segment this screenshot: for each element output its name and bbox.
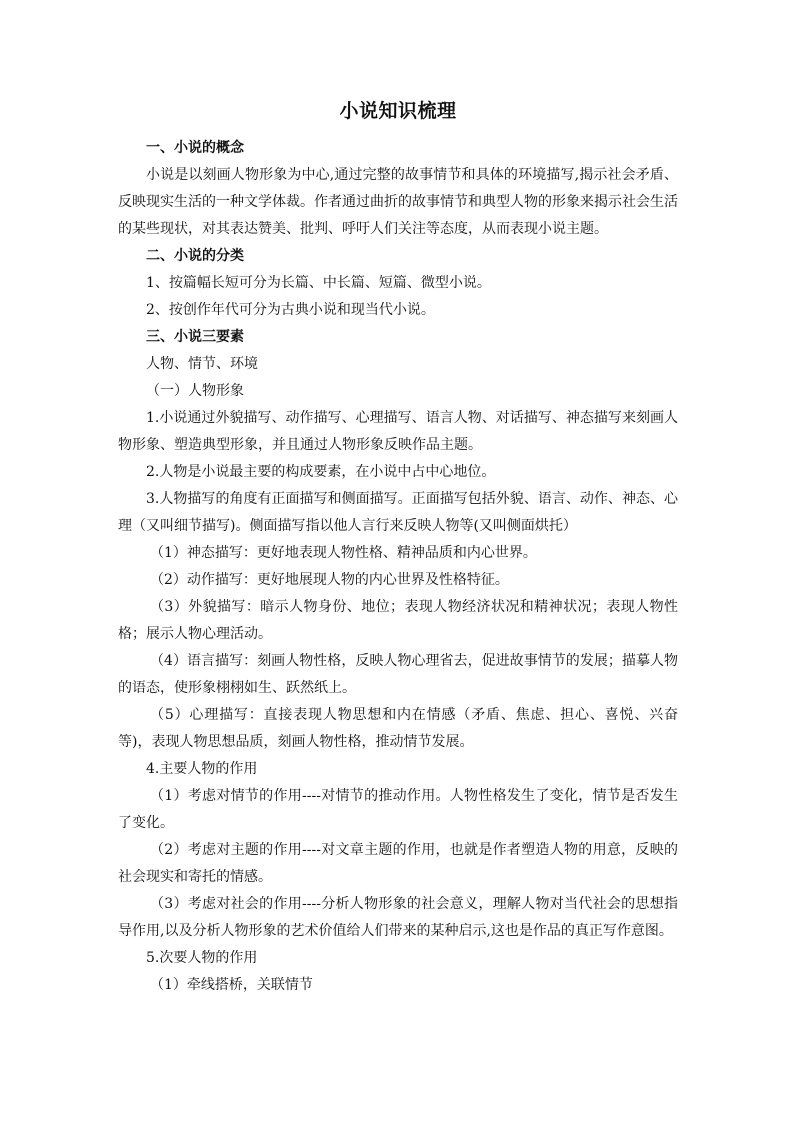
paragraph-concept: 小说是以刻画人物形象为中心,通过完整的故事情节和具体的环境描写,揭示社会矛盾、反映现实生活的一种文学体裁。作者通过曲折的故事情节和典型人物的形象来揭示社会生活的某些现状，对其表达赞美、批判、呼吁人们关注等态度，从而表现小说主题。 bbox=[118, 167, 678, 237]
paragraph-minor-role: （1）牵线搭桥，关联情节 bbox=[150, 977, 313, 993]
paragraph-description: （1）神态描写：更好地表现人物性格、精神品质和内心世界。 bbox=[150, 545, 537, 561]
paragraph-main-role: （1）考虑对情节的作用----对情节的推动作用。人物性格发生了变化，情节是否发生了变化。 bbox=[118, 788, 678, 831]
list-item: 1、按篇幅长短可分为长篇、中长篇、短篇、微型小说。 bbox=[146, 275, 491, 291]
list-item: 2、按创作年代可分为古典小说和现当代小说。 bbox=[146, 302, 435, 318]
paragraph-description: （5）心理描写：直接表现人物思想和内在情感（矛盾、焦虑、担心、喜悦、兴奋等)，表现人物思想品质，刻画人物性格，推动情节发展。 bbox=[118, 707, 678, 750]
paragraph-description: （2）动作描写：更好地展现人物的内心世界及性格特征。 bbox=[150, 572, 509, 588]
paragraph-description: （3）外貌描写：暗示人物身份、地位；表现人物经济状况和精神状况；表现人物性格；展示人物心理活动。 bbox=[118, 599, 678, 642]
paragraph-point: 1.小说通过外貌描写、动作描写、心理描写、语言人物、对话描写、神态描写来刻画人物形象、塑造典型形象，并且通过人物形象反映作品主题。 bbox=[118, 410, 678, 453]
subheading-minor-role: 5.次要人物的作用 bbox=[146, 950, 258, 966]
page-title: 小说知识梳理 bbox=[339, 100, 457, 122]
section-heading-elements: 三、小说三要素 bbox=[146, 329, 244, 345]
subheading-main-role: 4.主要人物的作用 bbox=[146, 761, 258, 777]
paragraph-point: 2.人物是小说最主要的构成要素，在小说中占中心地位。 bbox=[146, 464, 496, 480]
document-content bbox=[118, 97, 678, 999]
section-heading-classification: 二、小说的分类 bbox=[146, 248, 244, 264]
paragraph-elements-list: 人物、情节、环境 bbox=[146, 356, 258, 372]
paragraph-point: 3.人物描写的角度有正面描写和侧面描写。正面描写包括外貌、语言、动作、神态、心理（又叫细节描写)。侧面描写指以他人言行来反映人物等(又叫侧面烘托） bbox=[118, 491, 678, 534]
paragraph-description: （4）语言描写：刻画人物性格，反映人物心理省去，促进故事情节的发展；描摹人物的语态，使形象栩栩如生、跃然纸上。 bbox=[118, 653, 678, 696]
subheading-characters: （一）人物形象 bbox=[146, 383, 244, 399]
paragraph-main-role: （2）考虑对主题的作用----对文章主题的作用，也就是作者塑造人物的用意，反映的社会现实和寄托的情感。 bbox=[118, 842, 678, 885]
section-heading-concept: 一、小说的概念 bbox=[146, 140, 244, 156]
paragraph-main-role: （3）考虑对社会的作用----分析人物形象的社会意义，理解人物对当代社会的思想指导作用,以及分析人物形象的艺术价值给人们带来的某种启示,这也是作品的真正写作意图。 bbox=[118, 896, 678, 939]
